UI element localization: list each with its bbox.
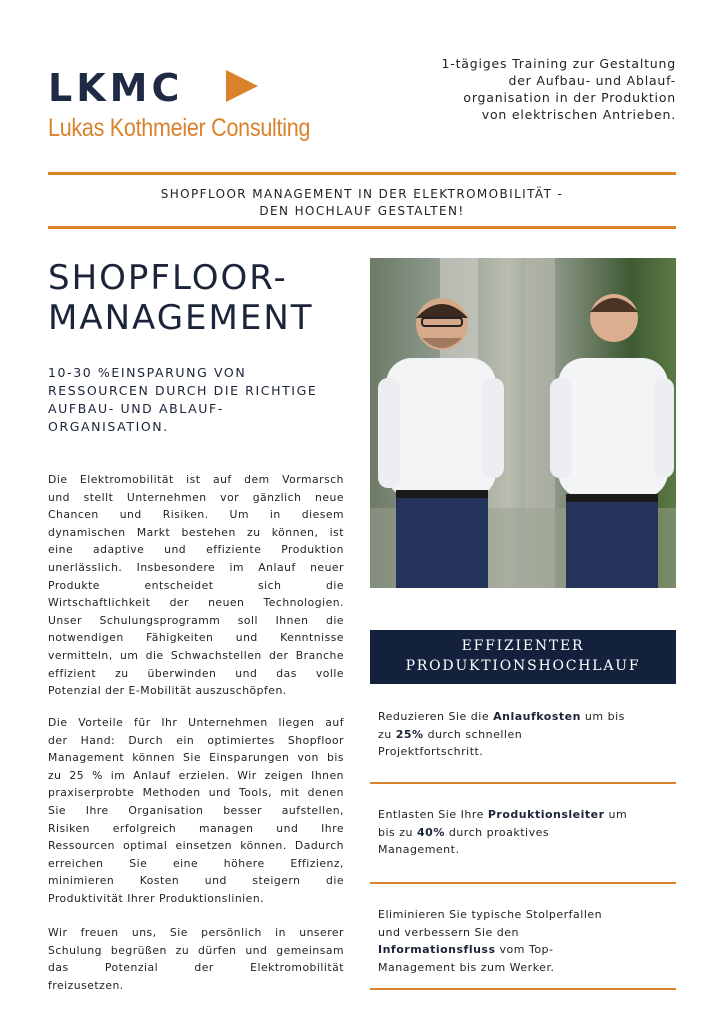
person-left [378,298,504,588]
paragraph-line: Ressourcen optimal einsetzen können. Dadurch [48,839,344,853]
paragraph-line: das Potenzial der Elektromobilität [48,961,344,975]
benefit-highlight: Informationsfluss [378,943,496,956]
benefit-text: um bis [580,710,625,723]
paragraph-line: Produkte entscheidet sich die [48,578,344,592]
title-line: MANAGEMENT [48,298,314,338]
paragraph-line: Potenzial der E-Mobilität auszuschöpfen. [48,684,287,698]
page-title [48,258,314,338]
person-right [550,294,674,588]
banner-line: SHOPFLOOR MANAGEMENT IN DER ELEKTROMOBILITÄT - [160,187,564,201]
benefit-highlight: 25% [395,727,424,741]
benefit-text: Projektfortschritt. [378,745,484,758]
benefit-item [378,906,668,976]
benefit-highlight: 40% [417,825,445,839]
paragraph-line: Die Elektromobilität ist auf dem Vormarsch [48,473,344,486]
paragraph-line: effizient zu überwinden und das volle [48,666,344,680]
benefit-text: um [604,808,628,821]
divider-bottom [48,226,676,229]
benefit-highlight: Produktionsleiter [487,808,605,821]
paragraph-line: vermitteln, um die Schwachstellen der Branche [48,648,344,662]
training-tagline [356,55,676,123]
benefit-text: Entlasten Sie Ihre [378,808,488,821]
savings-subtitle [48,364,338,436]
subtitle-line: AUFBAU- UND ABLAUF- [48,401,224,416]
consultants-photo [370,258,676,588]
paragraph-line: Schulung begrüßen zu dürfen und gemeinsam [48,943,344,957]
subtitle-line: ORGANISATION. [48,419,169,434]
benefit-text: Eliminieren Sie typische Stolperfallen [378,908,603,921]
paragraph-line: unerlässlich. Insbesondere im Anlauf neuer [48,560,344,574]
paragraph-line: Unser Schulungsprogramm soll Ihnen die [48,613,344,627]
paragraph-line: Management können Sie Einsparungen von bis [48,751,344,765]
paragraph-line: Sie Ihre Organisation besser aufstellen, [48,803,344,817]
benefit-text: Management bis zum Werker. [378,960,555,974]
logo-letters: LKMC [48,68,184,104]
intro-paragraph [48,471,344,700]
consultants-illustration [370,258,676,588]
paragraph-line: Die Vorteile für Ihr Unternehmen liegen auf [48,716,344,729]
cta-line: PRODUKTIONSHOCHLAUF [405,658,641,674]
cta-line: EFFIZIENTER [461,638,585,654]
benefit-divider [370,882,676,884]
closing-paragraph [48,924,344,994]
paragraph-line: erreichen Sie eine höhere Effizienz, [48,856,344,870]
paragraph-line: Chancen und Risiken. Um in diesem [48,508,344,522]
paragraph-line: Wirtschaftlichkeit der neuen Technologien. [48,596,344,610]
headline-banner [48,186,676,220]
paragraph-line: und stellt Unternehmen vor gänzlich neue [48,490,344,504]
subtitle-line: 10-30 %EINSPARUNG VON [48,365,247,380]
tagline-line: organisation in der Produktion [463,90,676,105]
company-logo [48,68,258,104]
benefit-text: durch schnellen [423,727,523,741]
benefit-highlight: Anlaufkosten [493,710,581,723]
tagline-line: 1-tägiges Training zur Gestaltung [441,56,676,71]
paragraph-line: freizusetzen. [48,978,124,992]
paragraph-line: Wir freuen uns, Sie persönlich in unserer [48,926,344,939]
paragraph-line: Risiken erfolgreich managen und Ihre [48,821,344,835]
logo-arrow-icon [226,70,258,102]
paragraph-line: zu 25 % im Anlauf erzielen. Wir zeigen Ihnen [48,768,344,782]
banner-line: DEN HOCHLAUF GESTALTEN! [259,204,465,218]
section-heading-production-ramp-up [370,630,676,684]
benefit-text: Management. [378,843,460,856]
title-line: SHOPFLOOR- [48,258,288,298]
benefit-divider [370,988,676,990]
paragraph-line: praxiserprobte Methoden und Tools, mit denen [48,786,344,800]
benefit-text: vom Top- [495,943,554,956]
benefit-item [378,806,668,859]
benefit-text: bis zu [378,825,418,839]
paragraph-line: eine adaptive und effiziente Produktion [48,543,344,557]
paragraph-line: Produktivität Ihrer Produktionslinien. [48,891,265,905]
paragraph-line: notwendigen Fähigkeiten und Kenntnisse [48,631,344,645]
benefit-text: Reduzieren Sie die [378,710,494,723]
benefits-paragraph [48,714,344,908]
benefit-text: und verbessern Sie den [378,925,520,939]
subtitle-line: RESSOURCEN DURCH DIE RICHTIGE [48,383,318,398]
benefit-divider [370,782,676,784]
paragraph-line: minimieren Kosten und steigern die [48,874,344,888]
tagline-line: der Aufbau- und Ablauf- [508,73,676,88]
benefit-text: zu [378,727,396,741]
tagline-line: von elektrischen Antrieben. [481,107,676,122]
divider-top [48,172,676,175]
benefit-text: durch proaktives [444,825,550,839]
paragraph-line: der Hand: Durch ein optimiertes Shopfloor [48,733,344,747]
company-name: Lukas Kothmeier Consulting [48,114,311,142]
paragraph-line: dynamischen Markt bestehen zu können, ist [48,525,344,539]
benefit-item [378,708,668,761]
